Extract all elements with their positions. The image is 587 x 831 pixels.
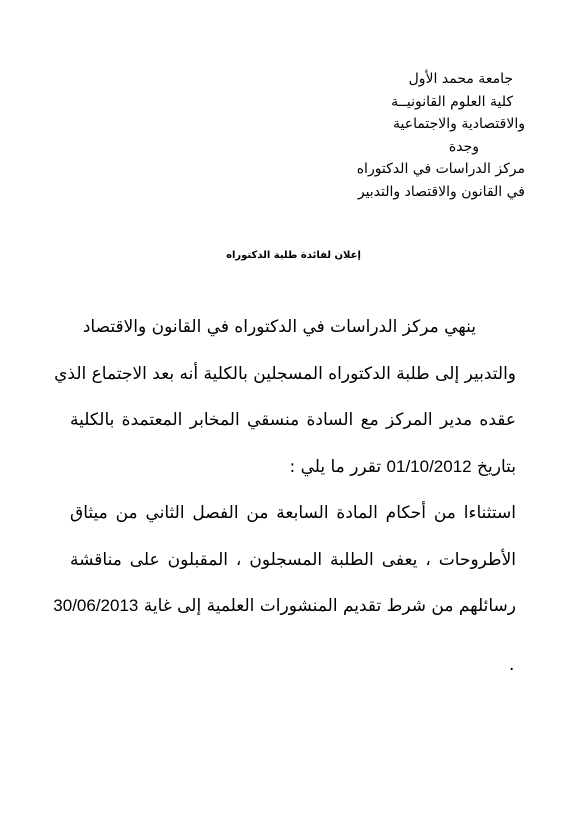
closing-dot: . (509, 655, 515, 675)
header-center: مركز الدراسات في الدكتوراه (356, 161, 525, 177)
header-faculty: كلية العلوم القانونيــة (391, 93, 513, 110)
body-line-4-prefix: بتاريخ (477, 456, 516, 477)
header-center-cont: في القانون والاقتصاد والتدبير (357, 183, 525, 200)
body-line-5: استثناءا من أحكام المادة السابعة من الفصل الثاني من ميثاق (70, 503, 516, 523)
header-city: وجدة (448, 138, 479, 155)
decision-date: 01/10/2012 (386, 456, 472, 476)
body-line-1: ينهي مركز الدراسات في الدكتوراه في القانون والاقتصاد (82, 317, 476, 337)
body-line-6: الأطروحات ، يعفى الطلبة المسجلون ، المقبلون على مناقشة (70, 549, 516, 570)
body-line-7 (53, 589, 516, 636)
announcement-title: إعلان لفائدة طلبة الدكتوراه (226, 250, 361, 261)
deadline-date: 30/06/2013 (53, 596, 139, 615)
body-line-4 (70, 450, 516, 497)
body-line-2: والتدبير إلى طلبة الدكتوراه المسجلين بالكلية أنه بعد الاجتماع الذي (54, 363, 516, 384)
header-faculty-cont: والاقتصادية والاجتماعية (392, 116, 525, 132)
body-line-3: عقده مدير المركز مع السادة منسقي المخابر المعتمدة بالكلية (70, 410, 516, 430)
header-university: جامعة محمد الأول (408, 71, 513, 87)
body-line-4-suffix: تقرر ما يلي : (289, 456, 382, 477)
announcement-body (53, 310, 516, 636)
institution-header (265, 68, 525, 203)
body-line-7-prefix: رسائلهم من شرط تقديم المنشورات العلمية إلى غاية (143, 596, 516, 616)
